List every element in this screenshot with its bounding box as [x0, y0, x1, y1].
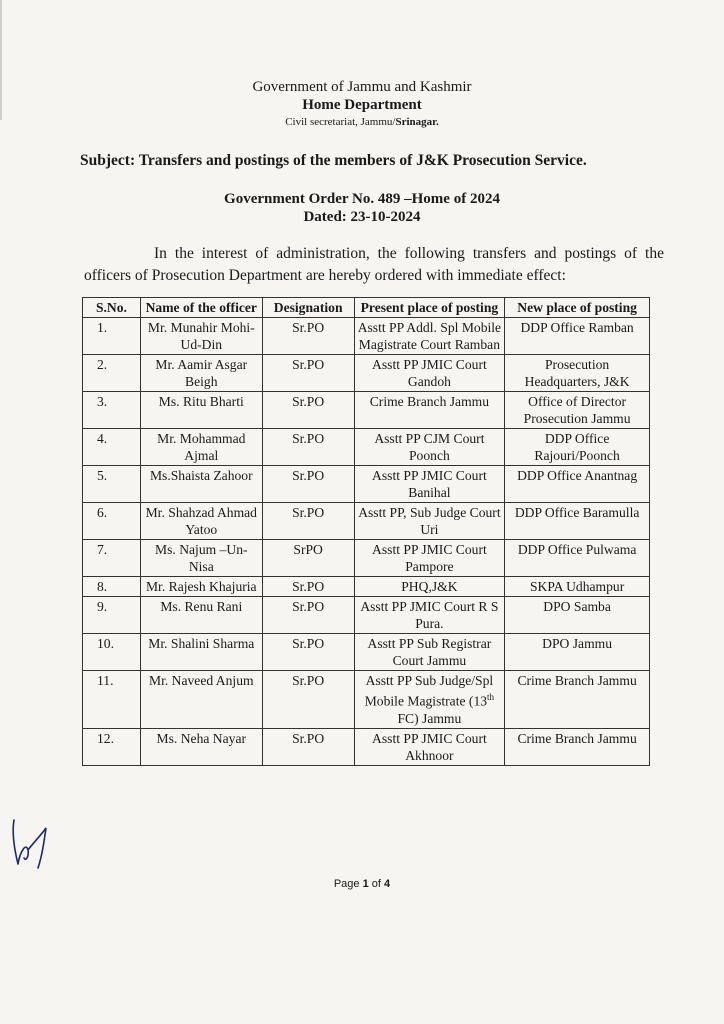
cell-designation: Sr.PO [262, 429, 354, 466]
subject-line: Subject: Transfers and postings of the members of J&K Prosecution Service. [80, 152, 587, 169]
cell-sno: 4. [83, 429, 141, 466]
table-row [83, 577, 650, 597]
cell-sno: 3. [83, 392, 141, 429]
table-row [83, 540, 650, 577]
order-date: Dated: 23-10-2024 [303, 209, 421, 225]
table-row [83, 728, 650, 765]
header-sno: S.No. [83, 298, 141, 318]
cell-officer-name: Mr. Shahzad Ahmad Yatoo [140, 503, 262, 540]
intro-paragraph: In the interest of administration, the following transfers and postings of the officers of Prosecution Department are hereby ordered with immediate effect: [84, 245, 664, 284]
order-number: Government Order No. 489 –Home of 2024 [224, 191, 500, 207]
cell-officer-name: Ms.Shaista Zahoor [140, 466, 262, 503]
cell-present-posting: Crime Branch Jammu [354, 392, 505, 429]
cell-officer-name: Ms. Neha Nayar [140, 728, 262, 765]
cell-sno: 6. [83, 503, 141, 540]
cell-officer-name: Ms. Najum –Un-Nisa [140, 540, 262, 577]
header-new-posting: New place of posting [505, 298, 650, 318]
cell-new-posting: Prosecution Headquarters, J&K [505, 355, 650, 392]
page-number: 1 [362, 878, 369, 890]
cell-designation: SrPO [262, 540, 354, 577]
department-name: Home Department [302, 97, 422, 113]
table-row [83, 392, 650, 429]
cell-new-posting: Crime Branch Jammu [505, 671, 650, 729]
cell-officer-name: Mr. Munahir Mohi-Ud-Din [140, 318, 262, 355]
cell-new-posting: DDP Office Pulwama [505, 540, 650, 577]
header-present-posting: Present place of posting [354, 298, 505, 318]
cell-present-posting: Asstt PP JMIC Court Banihal [354, 466, 505, 503]
cell-present-posting: Asstt PP, Sub Judge Court Uri [354, 503, 505, 540]
cell-sno: 1. [83, 318, 141, 355]
cell-officer-name: Mr. Naveed Anjum [140, 671, 262, 729]
cell-designation: Sr.PO [262, 634, 354, 671]
cell-sno: 2. [83, 355, 141, 392]
cell-new-posting: SKPA Udhampur [505, 577, 650, 597]
cell-sno: 7. [83, 540, 141, 577]
address-suffix: Srinagar. [395, 116, 439, 128]
cell-officer-name: Mr. Shalini Sharma [140, 634, 262, 671]
table-header-row [83, 298, 650, 318]
table-row [83, 466, 650, 503]
header-designation: Designation [262, 298, 354, 318]
cell-sno: 10. [83, 634, 141, 671]
cell-present-posting: Asstt PP JMIC Court Pampore [354, 540, 505, 577]
cell-new-posting: Crime Branch Jammu [505, 728, 650, 765]
cell-present-posting: Asstt PP Addl. Spl Mobile Magistrate Court Ramban [354, 318, 505, 355]
cell-designation: Sr.PO [262, 392, 354, 429]
table-row [83, 429, 650, 466]
cell-present-posting: Asstt PP Sub Registrar Court Jammu [354, 634, 505, 671]
cell-officer-name: Mr. Rajesh Khajuria [140, 577, 262, 597]
cell-new-posting: DDP Office Rajouri/Poonch [505, 429, 650, 466]
order-block [0, 190, 724, 226]
cell-sno: 12. [83, 728, 141, 765]
cell-present-posting: Asstt PP JMIC Court Akhnoor [354, 728, 505, 765]
table-row [83, 503, 650, 540]
page-of-label: of [368, 878, 385, 890]
cell-officer-name: Ms. Ritu Bharti [140, 392, 262, 429]
cell-sno: 8. [83, 577, 141, 597]
page-total: 4 [384, 878, 391, 890]
office-address [0, 114, 724, 130]
cell-new-posting: DDP Office Ramban [505, 318, 650, 355]
cell-new-posting: DPO Jammu [505, 634, 650, 671]
government-name: Government of Jammu and Kashmir [252, 79, 472, 95]
cell-designation: Sr.PO [262, 577, 354, 597]
address-prefix: Civil secretariat, Jammu/ [285, 116, 396, 128]
cell-new-posting: DDP Office Baramulla [505, 503, 650, 540]
table-row [83, 597, 650, 634]
table-row [83, 634, 650, 671]
cell-designation: Sr.PO [262, 728, 354, 765]
cell-officer-name: Mr. Aamir Asgar Beigh [140, 355, 262, 392]
cell-present-posting: Asstt PP JMIC Court Gandoh [354, 355, 505, 392]
cell-sno: 11. [83, 671, 141, 729]
cell-designation: Sr.PO [262, 671, 354, 729]
cell-present-posting: Asstt PP Sub Judge/Spl Mobile Magistrate (13th FC) Jammu [354, 671, 505, 729]
cell-sno: 5. [83, 466, 141, 503]
transfers-table [82, 297, 650, 766]
page-footer [0, 878, 724, 890]
cell-present-posting: Asstt PP CJM Court Poonch [354, 429, 505, 466]
cell-officer-name: Mr. Mohammad Ajmal [140, 429, 262, 466]
cell-new-posting: DPO Samba [505, 597, 650, 634]
cell-present-posting: Asstt PP JMIC Court R S Pura. [354, 597, 505, 634]
header-name: Name of the officer [140, 298, 262, 318]
cell-designation: Sr.PO [262, 318, 354, 355]
table-row [83, 671, 650, 729]
cell-new-posting: Office of Director Prosecution Jammu [505, 392, 650, 429]
handwritten-signature [8, 812, 52, 872]
table-row [83, 318, 650, 355]
letterhead [0, 78, 724, 130]
page-label: Page [333, 878, 363, 890]
cell-designation: Sr.PO [262, 466, 354, 503]
cell-present-posting: PHQ,J&K [354, 577, 505, 597]
table-body [83, 318, 650, 766]
cell-officer-name: Ms. Renu Rani [140, 597, 262, 634]
table-row [83, 355, 650, 392]
cell-sno: 9. [83, 597, 141, 634]
cell-designation: Sr.PO [262, 503, 354, 540]
cell-new-posting: DDP Office Anantnag [505, 466, 650, 503]
cell-designation: Sr.PO [262, 355, 354, 392]
cell-designation: Sr.PO [262, 597, 354, 634]
